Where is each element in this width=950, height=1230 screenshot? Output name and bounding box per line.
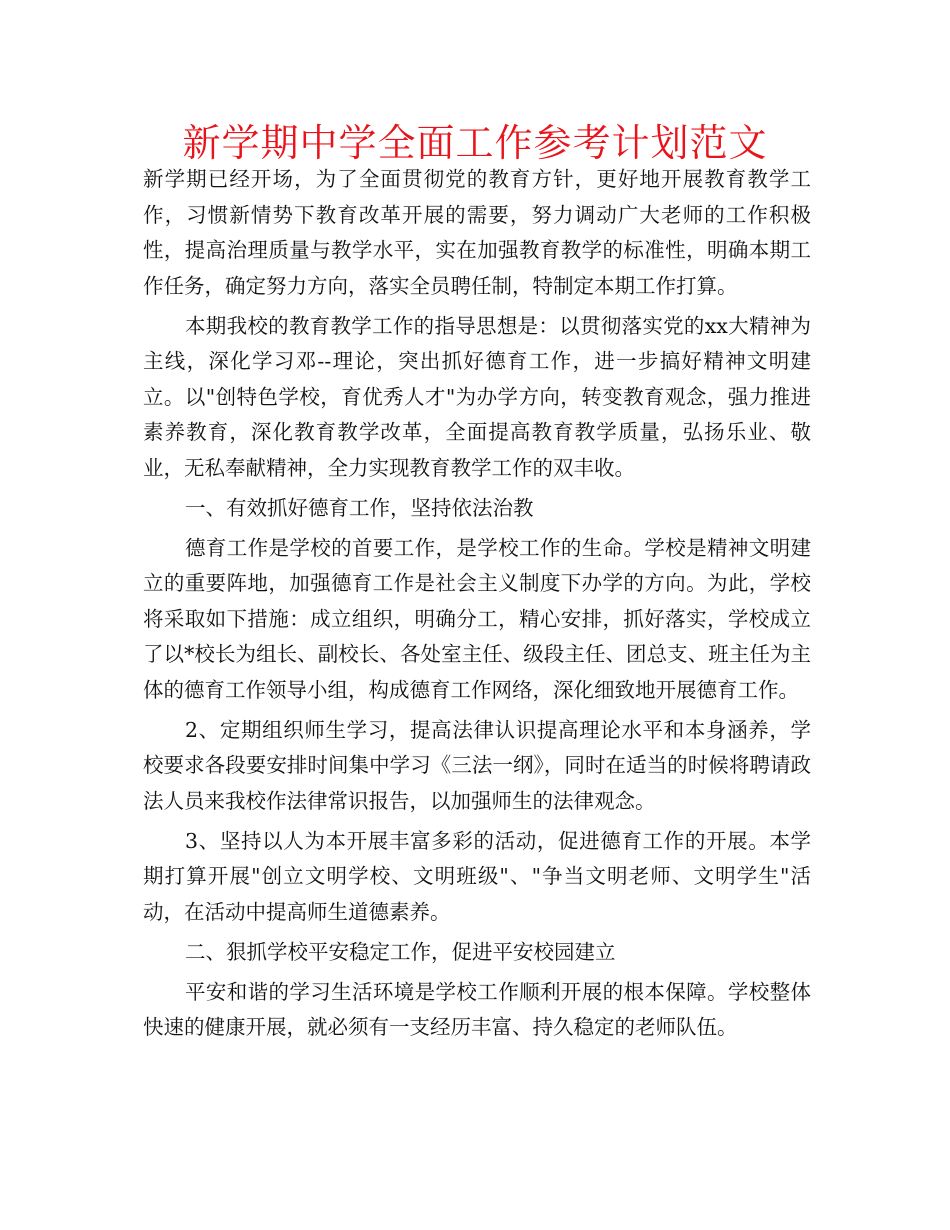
document-title: 新学期中学全面工作参考计划范文 [182,121,768,165]
section-heading-moral-education: 一、有效抓好德育工作，坚持依法治教 [185,495,534,520]
guiding-thought-paragraph: 本期我校的教育教学工作的指导思想是：以贯彻落实党的xx大精神为主线，深化学习邓--理论，突出抓好德育工作，进一步搞好精神文明建立。以"创特色学校，育优秀人才"为办学方向，转变教育观念，强力推进素养教育，深化教育教学改革，全面提高教育教学质量，弘扬乐业、敬业，无私奉献精神，全力实现教育教学工作的双丰收。 [143,313,811,480]
law-study-paragraph: 2、定期组织师生学习，提高法律认识提高理论水平和本身涵养，学校要求各段要安排时间集中学习《三法一纲》，同时在适当的时候将聘请政法人员来我校作法律常识报告，以加强师生的法律观念。 [143,717,811,813]
activities-paragraph: 3、坚持以人为本开展丰富多彩的活动，促进德育工作的开展。本学期打算开展"创立文明学校、文明班级"、"争当文明老师、文明学生"活动，在活动中提高师生道德素养。 [143,828,811,924]
section-heading-campus-safety: 二、狠抓学校平安稳定工作，促进平安校园建立 [185,939,616,964]
moral-education-paragraph: 德育工作是学校的首要工作，是学校工作的生命。学校是精神文明建立的重要阵地，加强德育工作是社会主义制度下办学的方向。为此，学校将采取如下措施：成立组织，明确分工，精心安排，抓好落实，学校成立了以*校长为组长、副校长、各处室主任、级段主任、团总支、班主任为主体的德育工作领导小组，构成德育工作网络，深化细致地开展德育工作。 [143,535,811,702]
campus-safety-paragraph: 平安和谐的学习生活环境是学校工作顺利开展的根本保障。学校整体快速的健康开展，就必须有一支经历丰富、持久稳定的老师队伍。 [143,979,811,1039]
document-body [143,162,811,1050]
intro-paragraph: 新学期已经开场，为了全面贯彻党的教育方针，更好地开展教育教学工作，习惯新情势下教育改革开展的需要，努力调动广大老师的工作积极性，提高治理质量与教学水平，实在加强教育教学的标准性，明确本期工作任务，确定努力方向，落实全员聘任制，特制定本期工作打算。 [143,167,811,298]
